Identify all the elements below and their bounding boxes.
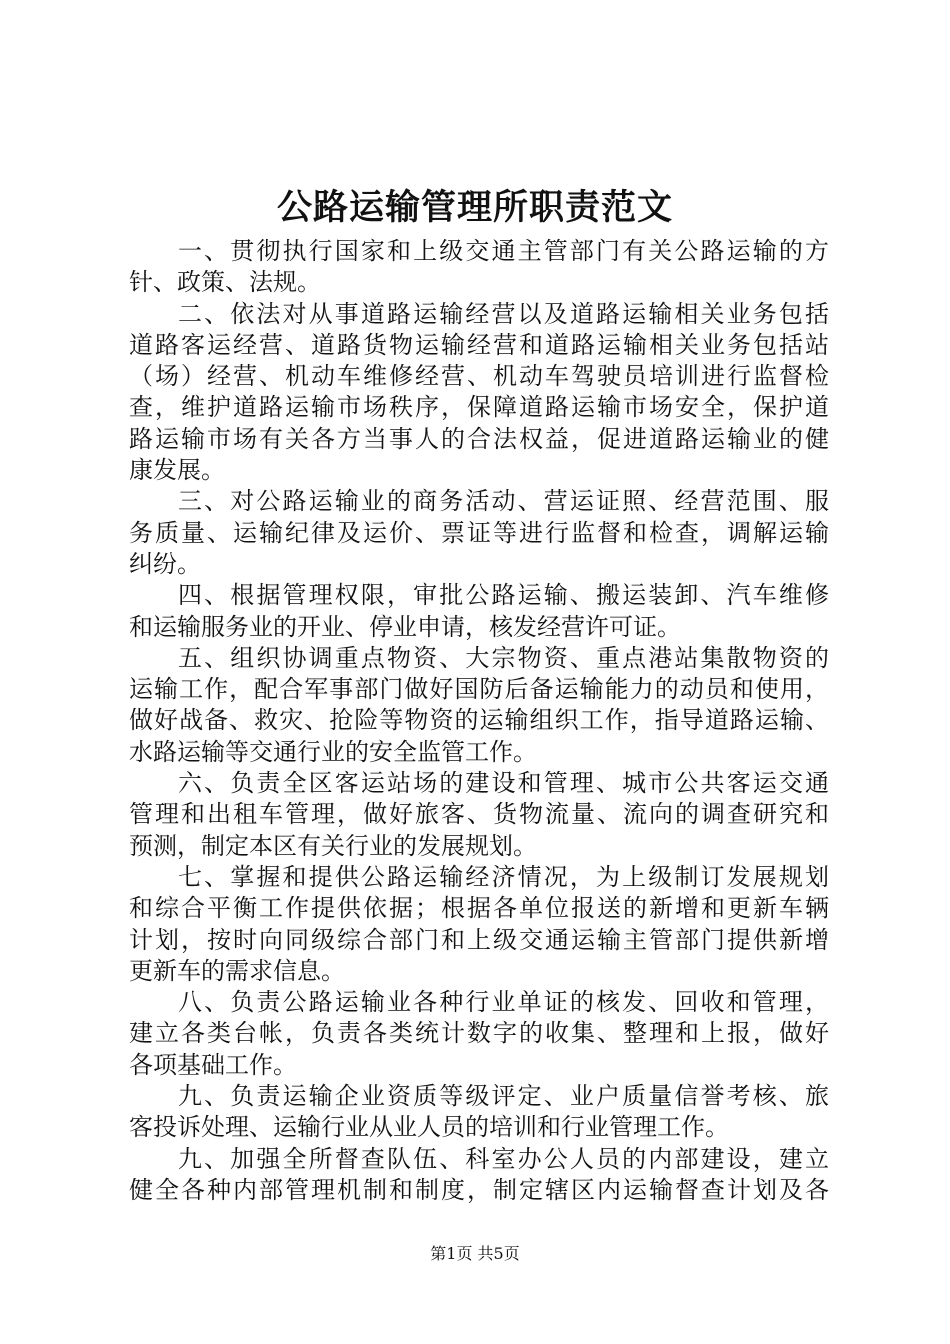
body-line: 计划，按时向同级综合部门和上级交通运输主管部门提供新增 bbox=[129, 925, 829, 954]
body-line: 和运输服务业的开业、停业申请，核发经营许可证。 bbox=[129, 612, 681, 641]
page-number-footer: 第1页 共5页 bbox=[430, 1244, 520, 1263]
body-line: 八、负责公路运输业各种行业单证的核发、回收和管理， bbox=[178, 988, 829, 1017]
body-line: 三、对公路运输业的商务活动、营运证照、经营范围、服 bbox=[178, 487, 829, 516]
body-line: 管理和出租车管理，做好旅客、货物流量、流向的调查研究和 bbox=[129, 800, 829, 829]
body-line: 九、负责运输企业资质等级评定、业户质量信誉考核、旅 bbox=[178, 1082, 829, 1111]
body-line: 客投诉处理、运输行业从业人员的培训和行业管理工作。 bbox=[129, 1113, 729, 1142]
body-line: 和综合平衡工作提供依据；根据各单位报送的新增和更新车辆 bbox=[129, 894, 829, 923]
body-line: 六、负责全区客运站场的建设和管理、城市公共客运交通 bbox=[178, 769, 829, 798]
body-line: 纠纷。 bbox=[129, 549, 201, 578]
body-line: 水路运输等交通行业的安全监管工作。 bbox=[129, 737, 537, 766]
body-line: 运输工作，配合军事部门做好国防后备运输能力的动员和使用， bbox=[129, 675, 829, 704]
body-line: 二、依法对从事道路运输经营以及道路运输相关业务包括 bbox=[178, 299, 829, 328]
body-line: 更新车的需求信息。 bbox=[129, 956, 345, 985]
body-line: 健全各种内部管理机制和制度，制定辖区内运输督查计划及各 bbox=[129, 1175, 829, 1204]
body-line: 一、贯彻执行国家和上级交通主管部门有关公路运输的方 bbox=[178, 237, 829, 265]
document-title: 公路运输管理所职责范文 bbox=[276, 187, 673, 228]
body-line: 查，维护道路运输市场秩序，保障道路运输市场安全，保护道 bbox=[129, 393, 829, 422]
body-line: 康发展。 bbox=[129, 456, 225, 485]
body-line: 做好战备、救灾、抢险等物资的运输组织工作，指导道路运输、 bbox=[129, 706, 829, 735]
body-line: 针、政策、法规。 bbox=[129, 268, 321, 297]
body-line: 四、根据管理权限，审批公路运输、搬运装卸、汽车维修 bbox=[178, 581, 829, 610]
body-line: 各项基础工作。 bbox=[129, 1050, 297, 1079]
document-body bbox=[129, 236, 829, 1206]
body-line: 道路客运经营、道路货物运输经营和道路运输相关业务包括站 bbox=[129, 330, 829, 359]
body-line: 路运输市场有关各方当事人的合法权益，促进道路运输业的健 bbox=[129, 424, 829, 453]
body-line: 九、加强全所督查队伍、科室办公人员的内部建设，建立 bbox=[178, 1144, 829, 1173]
body-line: 五、组织协调重点物资、大宗物资、重点港站集散物资的 bbox=[178, 643, 829, 672]
body-line: （场）经营、机动车维修经营、机动车驾驶员培训进行监督检 bbox=[129, 362, 829, 391]
body-line: 预测，制定本区有关行业的发展规划。 bbox=[129, 831, 537, 860]
body-line: 建立各类台帐，负责各类统计数字的收集、整理和上报，做好 bbox=[129, 1019, 829, 1048]
body-line: 七、掌握和提供公路运输经济情况，为上级制订发展规划 bbox=[178, 862, 829, 891]
body-line: 务质量、运输纪律及运价、票证等进行监督和检查，调解运输 bbox=[129, 518, 829, 547]
